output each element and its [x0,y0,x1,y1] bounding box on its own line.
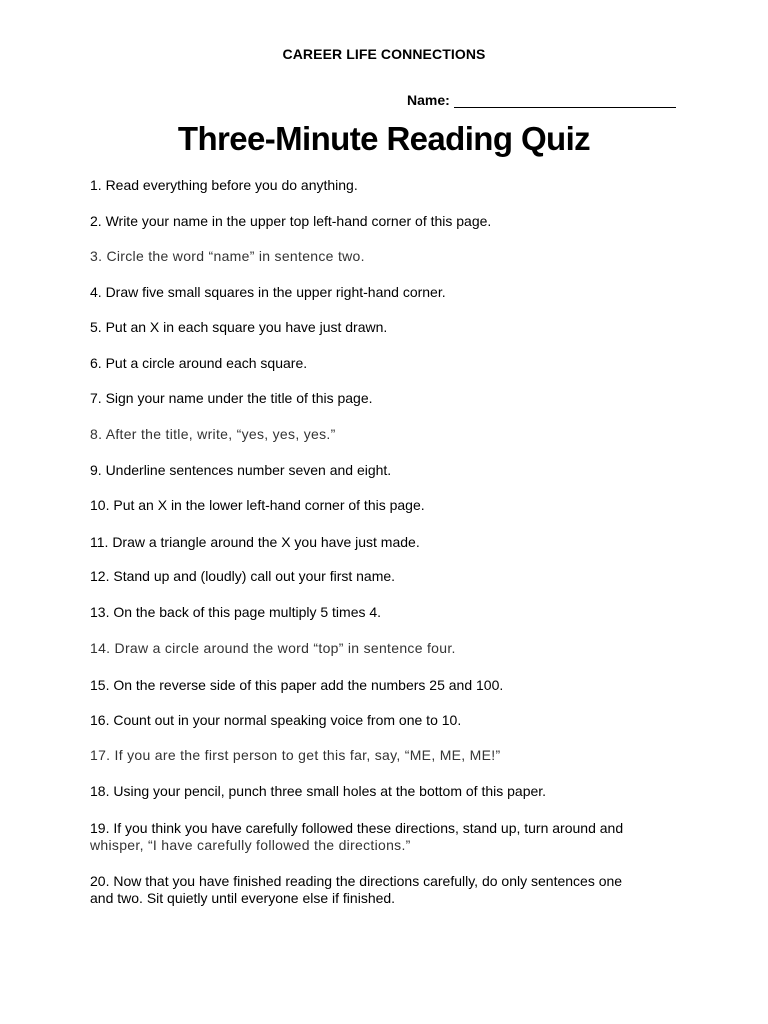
instruction-20-line-1: 20. Now that you have finished reading the directions carefully, do only sentences one [90,873,623,889]
instruction-15: 15. On the reverse side of this paper add the numbers 25 and 100. [90,677,504,693]
instruction-4: 4. Draw five small squares in the upper right-hand corner. [90,284,446,300]
instruction-7: 7. Sign your name under the title of this page. [90,390,373,406]
instruction-19 [90,820,690,854]
instruction-12: 12. Stand up and (loudly) call out your first name. [90,568,396,584]
instruction-11: 11. Draw a triangle around the X you have just made. [90,534,420,550]
instruction-16: 16. Count out in your normal speaking voice from one to 10. [90,712,462,728]
instruction-13: 13. On the back of this page multiply 5 times 4. [90,604,382,620]
page-title: Three-Minute Reading Quiz [177,120,591,157]
instruction-14: 14. Draw a circle around the word “top” in sentence four. [90,640,456,656]
instruction-2: 2. Write your name in the upper top left-hand corner of this page. [90,213,492,229]
instruction-18: 18. Using your pencil, punch three small holes at the bottom of this paper. [90,783,547,799]
name-field [407,92,676,108]
organization-header: CAREER LIFE CONNECTIONS [282,46,486,62]
instruction-3: 3. Circle the word “name” in sentence two. [90,248,365,264]
instruction-9: 9. Underline sentences number seven and eight. [90,462,392,478]
instruction-1: 1. Read everything before you do anything. [90,177,358,193]
instruction-6: 6. Put a circle around each square. [90,355,308,371]
instruction-20 [90,873,690,907]
name-label: Name: [407,92,450,108]
name-blank-line [454,93,676,108]
instruction-19-line-1: 19. If you think you have carefully followed these directions, stand up, turn around and [90,820,624,836]
instruction-5: 5. Put an X in each square you have just drawn. [90,319,388,335]
instruction-17: 17. If you are the first person to get this far, say, “ME, ME, ME!” [90,747,501,763]
instruction-10: 10. Put an X in the lower left-hand corner of this page. [90,497,425,513]
instruction-8: 8. After the title, write, “yes, yes, yes.” [90,426,336,442]
instruction-19-line-2: whisper, “I have carefully followed the directions.” [90,837,411,853]
instruction-20-line-2: and two. Sit quietly until everyone else if finished. [90,890,396,906]
